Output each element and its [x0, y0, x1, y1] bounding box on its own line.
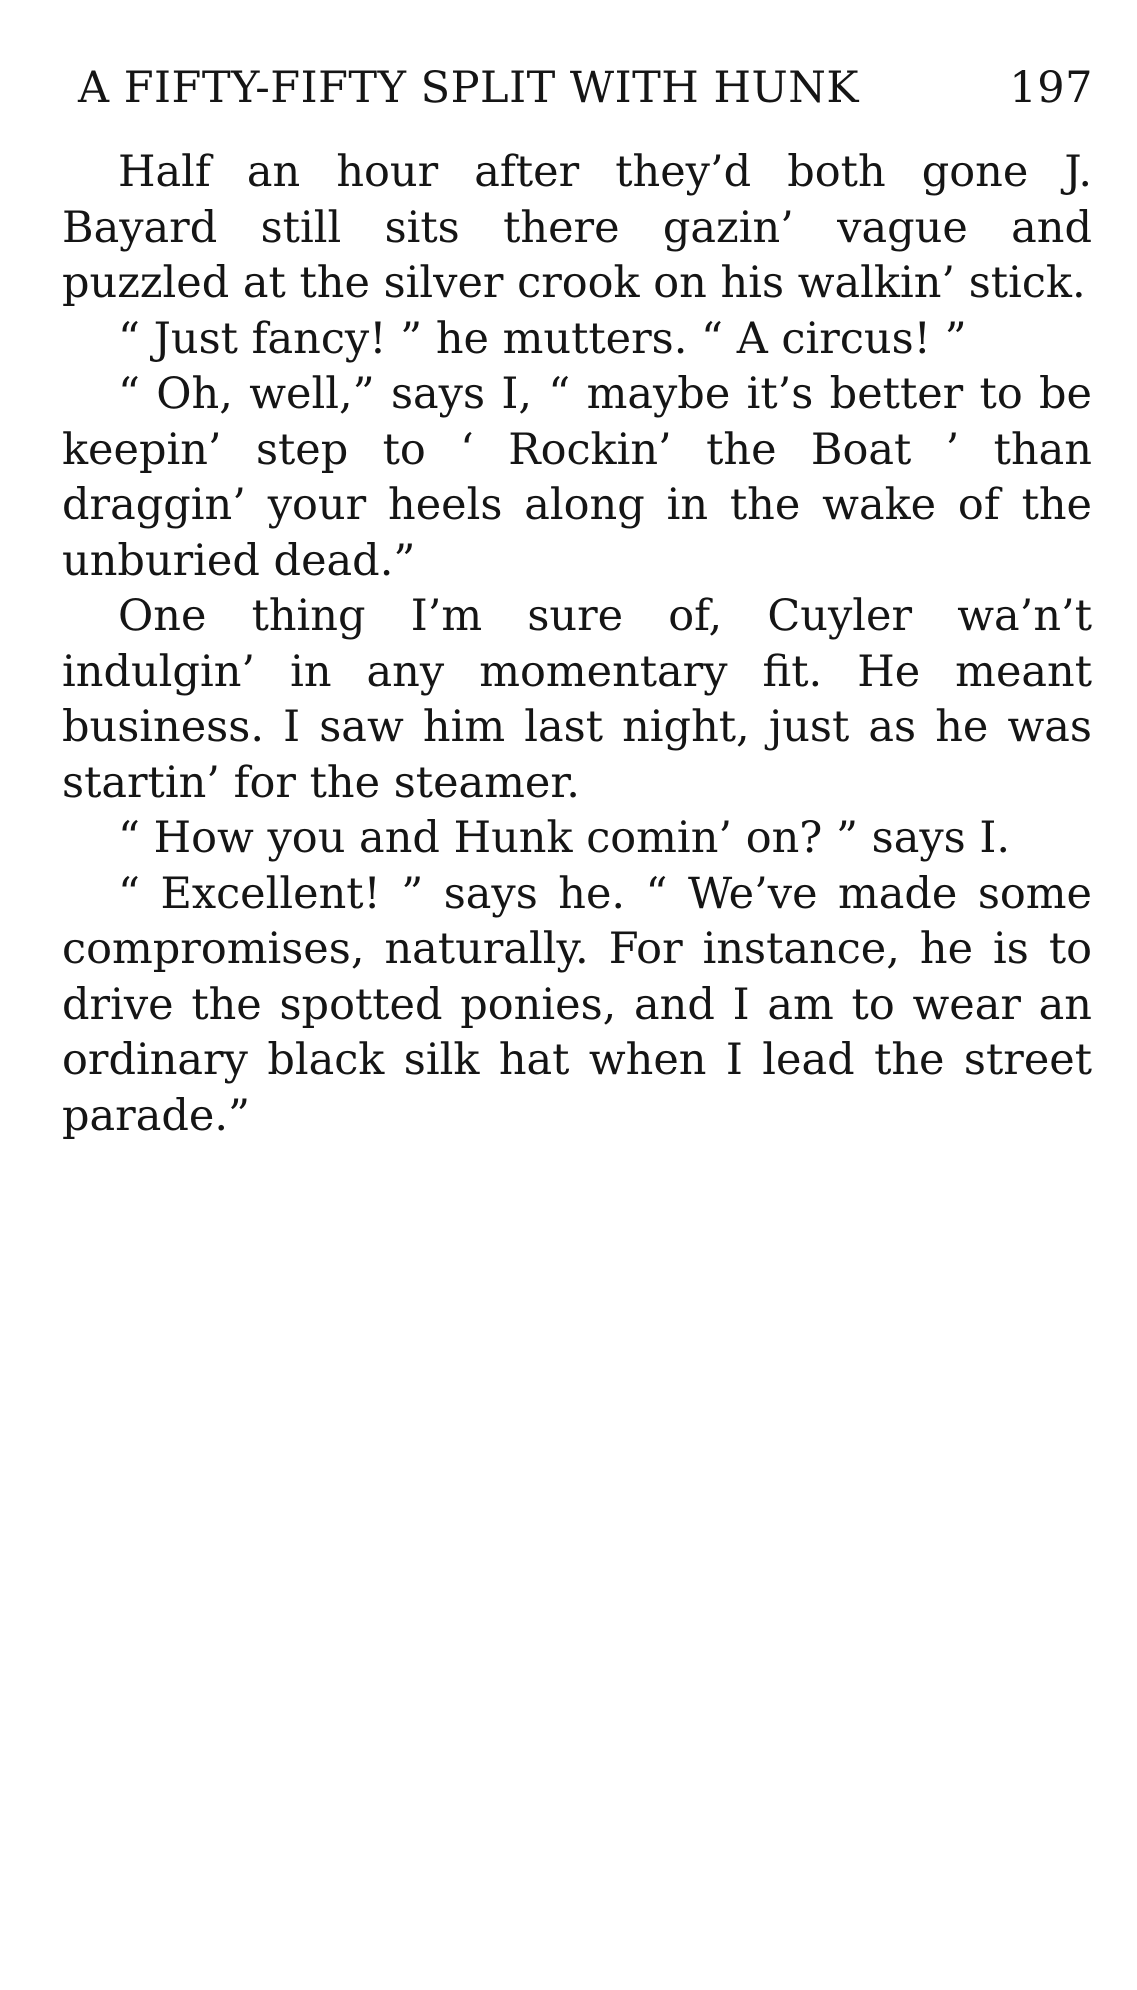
page-number: 197	[1009, 63, 1093, 113]
paragraph: “ Just fancy! ” he mutters. “ A circus! ”	[118, 313, 967, 364]
paragraph: “ Oh, well,” says I, “ maybe it’s better to be keepin’ step to ‘ Rockin’ the Boat ’ than draggin’ your heels along in the wake of the unburied dead.”	[62, 369, 1092, 586]
running-title: A FIFTY-FIFTY SPLIT WITH HUNK	[78, 63, 859, 113]
paragraph: “ Excellent! ” says he. “ We’ve made some compromises, naturally. For instance, he is to drive the spotted ponies, and I am to wear an ordinary black silk hat when I lead the street parade.”	[62, 868, 1092, 1141]
running-head	[78, 58, 1093, 118]
paragraph: One thing I’m sure of, Cuyler wa’n’t indulgin’ in any momentary fit. He meant business. I saw him last night, just as he was startin’ for the steamer.	[62, 591, 1092, 808]
paragraph: Half an hour after they’d both gone J. Bayard still sits there gazin’ vague and puzzled at the silver crook on his walkin’ stick.	[62, 147, 1092, 308]
body-text	[62, 145, 1092, 1144]
paragraph: “ How you and Hunk comin’ on? ” says I.	[118, 813, 1011, 863]
